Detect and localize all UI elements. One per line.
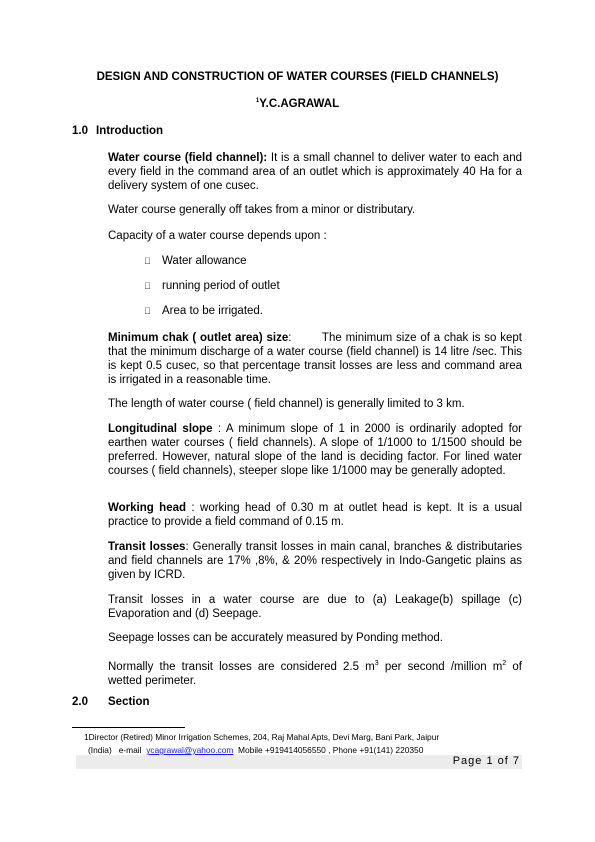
text-run: of wetted perimeter.	[108, 661, 522, 687]
term-working-head: Working head	[108, 502, 187, 514]
bullet-mark-icon	[144, 306, 162, 316]
section-label: Section	[108, 696, 150, 708]
author-line	[0, 98, 595, 110]
paragraph-text: : working head of 0.30 m at outlet head is kept. It is a usual practice to provide a field command of 0.15 m.	[108, 502, 522, 528]
paragraph-offtake: Water course generally off takes from a minor or distributary.	[108, 204, 416, 216]
bullet-item	[144, 305, 263, 317]
section-heading-section	[72, 696, 150, 708]
footnote-line2-b: Mobile +919414056550 , Phone +91(141) 220350	[233, 745, 424, 755]
paragraph-capacity: Capacity of a water course depends upon :	[108, 230, 327, 242]
superscript: 3	[374, 660, 379, 667]
text-run: Normally the transit losses are considered 2.5 m	[108, 661, 375, 673]
footnote	[84, 731, 524, 757]
paragraph-transit-losses	[108, 540, 522, 582]
term-water-course: Water course (field channel):	[108, 152, 268, 164]
email-link[interactable]: ycagrawal@yahoo.com	[146, 745, 234, 755]
author-footnote-ref: 1	[255, 98, 260, 104]
section-number: 1.0	[72, 125, 88, 137]
footnote-ref: 1	[84, 732, 89, 742]
paragraph-transit-causes: Transit losses in a water course are due to (a) Leakage(b) spillage (c) Evaporation and (d) Seepage.	[108, 594, 522, 620]
bullet-item	[144, 280, 280, 292]
bullet-mark-icon	[144, 281, 162, 291]
bullet-text: running period of outlet	[162, 280, 280, 292]
term-minimum-chak: Minimum chak ( outlet area) size	[108, 332, 289, 344]
footnote-line1: Director (Retired) Minor Irrigation Schemes, 204, Raj Mahal Apts, Devi Marg, Bani Park, Jaipur	[88, 732, 440, 742]
footnote-line2-a: (India) e-mail	[88, 745, 147, 755]
section-number: 2.0	[72, 696, 88, 708]
author-name: Y.C.AGRAWAL	[259, 98, 340, 110]
superscript: 2	[502, 660, 507, 667]
section-heading-introduction	[72, 125, 163, 137]
paragraph-text: : Generally transit losses in main canal, branches & distributaries and field channels are 17% ,8%, & 20% respectively in Indo-Gangetic plains as given by ICRD.	[108, 541, 522, 581]
paragraph-length: The length of water course ( field channel) is generally limited to 3 km.	[108, 398, 465, 410]
paragraph-longitudinal-slope	[108, 422, 522, 478]
document-title: DESIGN AND CONSTRUCTION OF WATER COURSES (FIELD CHANNELS)	[96, 71, 499, 83]
paragraph-minimum-chak	[108, 331, 526, 387]
footnote-divider	[72, 727, 185, 728]
text-run: per second /million m	[378, 661, 503, 673]
bullet-text: Water allowance	[162, 255, 247, 267]
bullet-mark-icon	[144, 256, 162, 266]
paragraph-working-head	[108, 501, 522, 529]
page-footer	[76, 755, 522, 769]
bullet-item	[144, 255, 247, 267]
paragraph-water-course	[108, 151, 522, 193]
paragraph-normal-losses	[108, 657, 522, 688]
term-transit-losses: Transit losses	[108, 541, 186, 553]
section-label: Introduction	[96, 125, 164, 137]
paragraph-seepage: Seepage losses can be accurately measured by Ponding method.	[108, 632, 443, 644]
term-longitudinal-slope: Longitudinal slope	[108, 423, 213, 435]
paragraph-text: It is a small channel to deliver water to each and every field in the command area of an outlet which is approximately 40 Ha for a delivery system of one cusec.	[108, 152, 522, 192]
paragraph-text: : A minimum slope of 1 in 2000 is ordinarily adopted for earthen water courses ( field channels). A slope of 1/1000 to 1/1500 should be preferred. However, natural slope of the land is deciding factor. For lined water courses ( field channels), steeper slope like 1/1000 may be generally adopted.	[108, 423, 522, 477]
page-number: Page 1 of 7	[452, 755, 520, 767]
paragraph-text: : The minimum size of a chak is so kept that the minimum discharge of a water course (field channel) is 14 litre /sec. This is kept 0.5 cusec, so that percentage transit losses are less and command area is irrigated in a reasonable time.	[108, 332, 526, 386]
bullet-text: Area to be irrigated.	[162, 305, 264, 317]
